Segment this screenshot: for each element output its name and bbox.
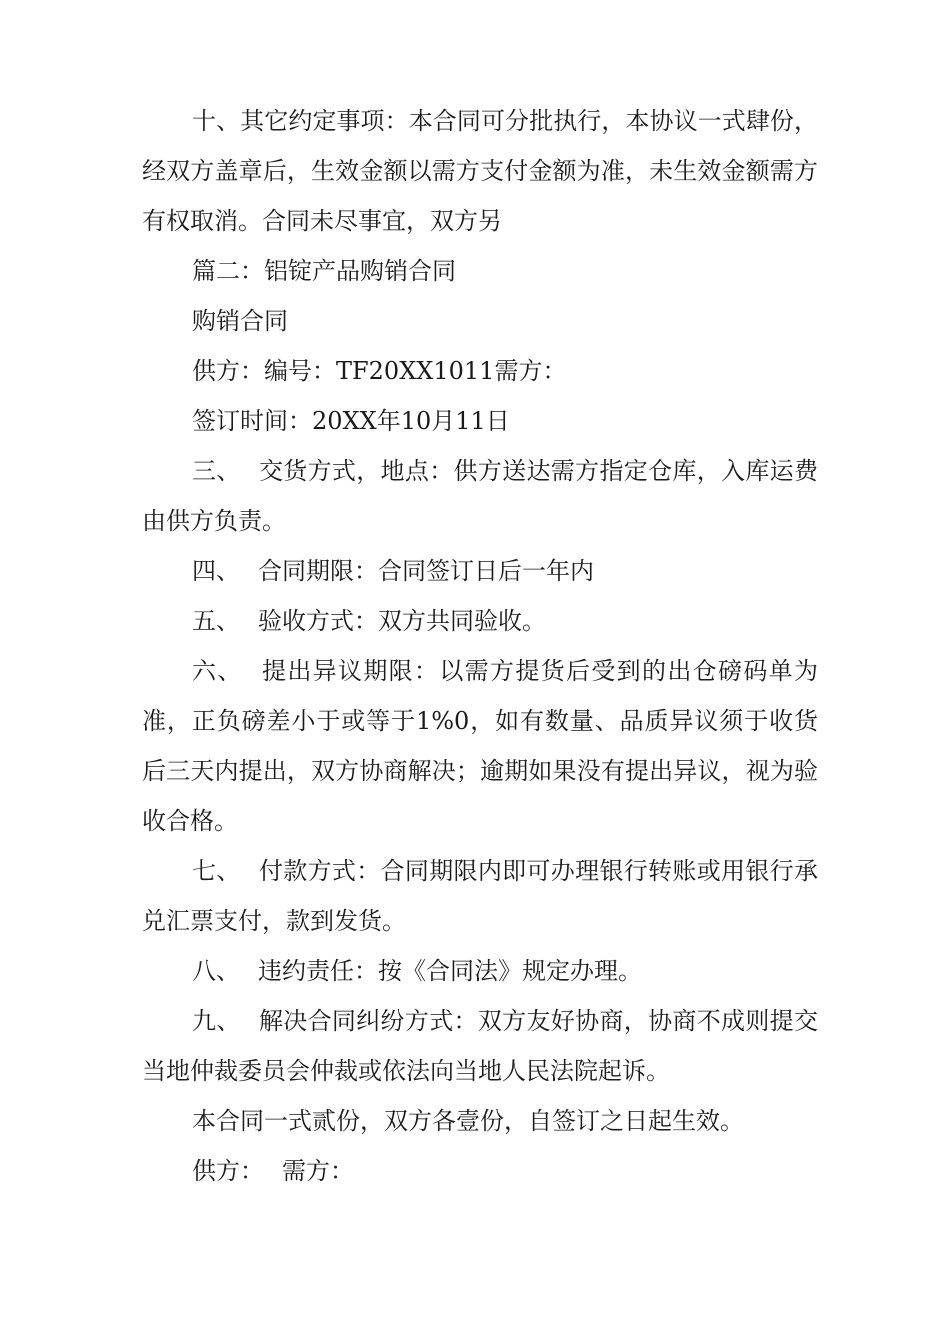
contract-title: 购销合同 (192, 307, 288, 335)
clause-number: 五、 (192, 607, 240, 635)
clause-text: 验收方式：双方共同验收。 (258, 607, 546, 635)
clause-text: 付款方式：合同期限内即可办理银行转账或用银行承兑汇票支付，款到发货。 (142, 857, 818, 935)
clause-number: 八、 (192, 957, 240, 985)
clause-delivery (142, 446, 818, 546)
clause-objection (142, 646, 818, 846)
clause-number: 七、 (192, 857, 241, 885)
closing-statement: 本合同一式贰份，双方各壹份，自签订之日起生效。 (192, 1107, 744, 1135)
supplier-label: 供方： (192, 1157, 264, 1185)
clause-text: 提出异议期限：以需方提货后受到的出仓磅码单为准，正负磅差小于或等于1%0，如有数量、品质异议须于收货后三天内提出，双方协商解决；逾期如果没有提出异议，视为验收合格。 (142, 657, 819, 835)
signature-line (142, 1146, 818, 1196)
clause-text: 交货方式，地点：供方送达需方指定仓库，入库运费由供方负责。 (142, 457, 818, 535)
clause-number: 六、 (192, 657, 243, 685)
clause-term (142, 546, 818, 596)
section-heading: 篇二：铝锭产品购销合同 (192, 257, 456, 285)
contract-number-line: 供方：编号：TF20XX1011需方： (192, 357, 567, 385)
clause-number: 三、 (192, 457, 241, 485)
clause-payment (142, 846, 818, 946)
document-body (142, 96, 818, 1196)
clause-number: 四、 (192, 557, 240, 585)
clause-text: 违约责任：按《合同法》规定办理。 (258, 957, 642, 985)
clause-number: 九、 (192, 1007, 241, 1035)
signing-date-line: 签订时间：20XX年10月11日 (192, 407, 510, 435)
clause-liability (142, 946, 818, 996)
clause-acceptance (142, 596, 818, 646)
clause-text: 解决合同纠纷方式：双方友好协商，协商不成则提交当地仲裁委员会仲裁或依法向当地人民法院起诉。 (142, 1007, 818, 1085)
clause-dispute (142, 996, 818, 1096)
clause-text: 合同期限：合同签订日后一年内 (258, 557, 594, 585)
buyer-label: 需方： (282, 1157, 354, 1185)
paragraph-other-terms: 十、其它约定事项：本合同可分批执行，本协议一式肆份，经双方盖章后，生效金额以需方支付金额为准，未生效金额需方有权取消。合同未尽事宜，双方另 (142, 107, 818, 235)
